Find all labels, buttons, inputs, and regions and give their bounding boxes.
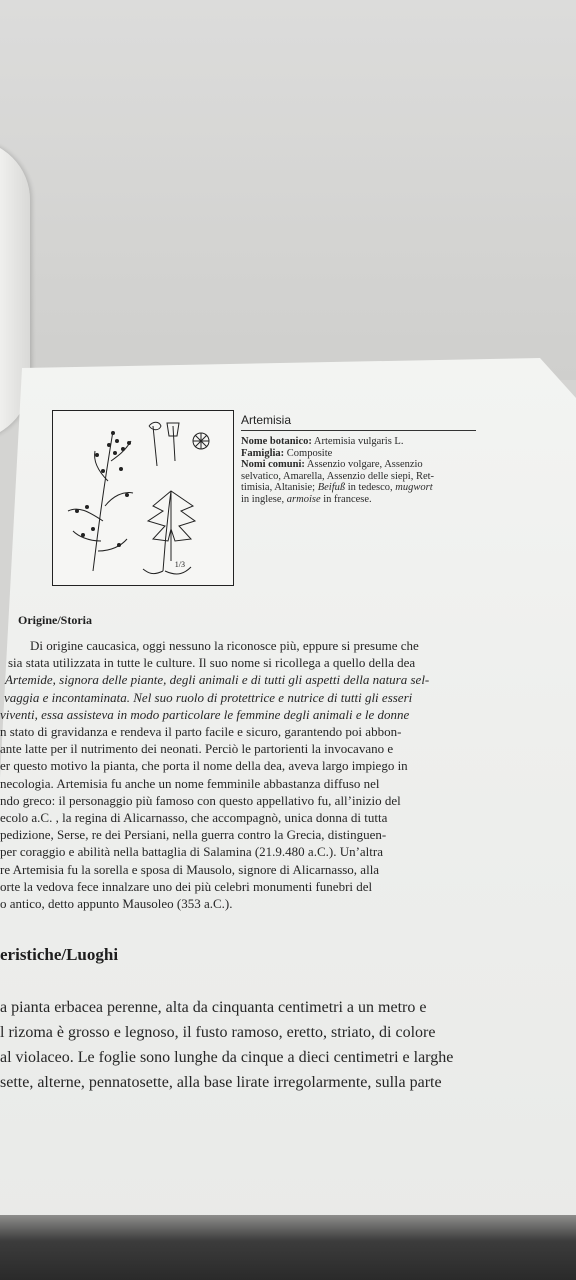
origin-line: n stato di gravidanza e rendeva il parto facile e sicuro, garantendo poi abbon- [0,724,402,740]
origin-line: er questo motivo la pianta, che porta il nome della dea, aveva largo impiego in [0,758,408,774]
origin-line: o antico, detto appunto Mausoleo (353 a.C.). [0,896,233,912]
common-names-text-4c: in francese. [320,493,372,505]
common-names-text-1: Assenzio volgare, Assenzio [304,459,423,470]
plant-illustration [52,410,234,586]
family-line [241,448,491,460]
artemisia-drawing [53,411,233,585]
origin-line: Di origine caucasica, oggi nessuno la riconosce più, eppure si presume che [30,638,419,653]
characteristics-line: a pianta erbacea perenne, alta da cinquanta centimetri a un metro e [0,999,427,1016]
background-surface [0,0,576,380]
common-names-line-3 [241,482,491,494]
origin-line: ndo greco: il personaggio più famoso con questo appellativo fu, all’inizio del [0,792,401,808]
page-bottom-shadow [0,1215,576,1280]
common-names-line-2: selvatico, Amarella, Assenzio delle siepi, Ret- [241,470,435,482]
origin-line: ecolo a.C. , la regina di Alicarnasso, che accompagnò, unica donna di tutta [0,810,388,826]
origin-line: ante latte per il nutrimento dei neonati. Perciò le partorienti la invocavano e [0,741,394,757]
botanical-value: Artemisia vulgaris L. [311,436,404,447]
botanical-label: Nome botanico: [241,436,312,447]
common-names-text-3d: mugwort [395,482,433,493]
botanical-name-line [241,436,491,448]
origin-line: per coraggio e abilità nella battaglia di Salamina (21.9.480 a.C.). Un’altra [0,844,384,860]
scale-fraction: 1/3 [174,560,185,569]
common-names-text-3c: in tedesco, [345,482,396,493]
characteristics-line: l rizoma è grosso e legnoso, il fusto ramoso, eretto, striato, di colore [0,1024,436,1041]
characteristics-line: al violaceo. Le foglie sono lunghe da cinque a dieci centimetri e larghe [0,1049,454,1066]
plant-info-block [241,436,491,505]
characteristics-section-title: eristiche/Luoghi [0,945,119,964]
origin-line: Artemide, signora delle piante, degli animali e di tutti gli aspetti della natura sel- [5,672,430,688]
origin-section-title: Origine/Storia [18,613,92,627]
characteristics-line: sette, alterne, pennatosette, alla base lirate irregolarmente, sulla parte [0,1074,442,1091]
common-names-label: Nomi comuni: [241,459,305,470]
family-label: Famiglia: [241,447,285,459]
origin-body-text [0,637,560,912]
origin-line: necologia. Artemisia fu anche un nome femminile abbastanza diffuso nel [0,775,380,791]
plant-title: Artemisia [241,413,476,431]
origin-line: pedizione, Serse, re dei Persiani, nella guerra contro la Grecia, distinguen- [0,827,387,843]
common-names-text-4b: armoise [286,493,321,505]
origin-line: viventi, essa assisteva in modo particolare le femmine degli animali e le donne [0,706,410,722]
origin-line: orte la vedova fece innalzare uno dei più celebri monumenti funebri del [0,878,373,894]
common-names-text-4a: in inglese, [241,493,287,505]
origin-line: vaggia e incontaminata. Nel suo ruolo di protettrice e nutrice di tutti gli esseri [4,689,413,705]
common-names-text-3a: timisia, Altanisie; [241,482,318,493]
common-names-line-1 [241,459,491,471]
origin-line: sia stata utilizzata in tutte le culture. Il suo nome si ricollega a quello della dea [8,655,416,671]
family-value: Composite [284,447,333,459]
origin-line: re Artemisia fu la sorella e sposa di Mausolo, signore di Alicarnasso, alla [0,861,380,877]
characteristics-body-text [0,995,576,1095]
common-names-text-3b: Beifuß [317,482,346,493]
common-names-line-4 [241,494,491,506]
